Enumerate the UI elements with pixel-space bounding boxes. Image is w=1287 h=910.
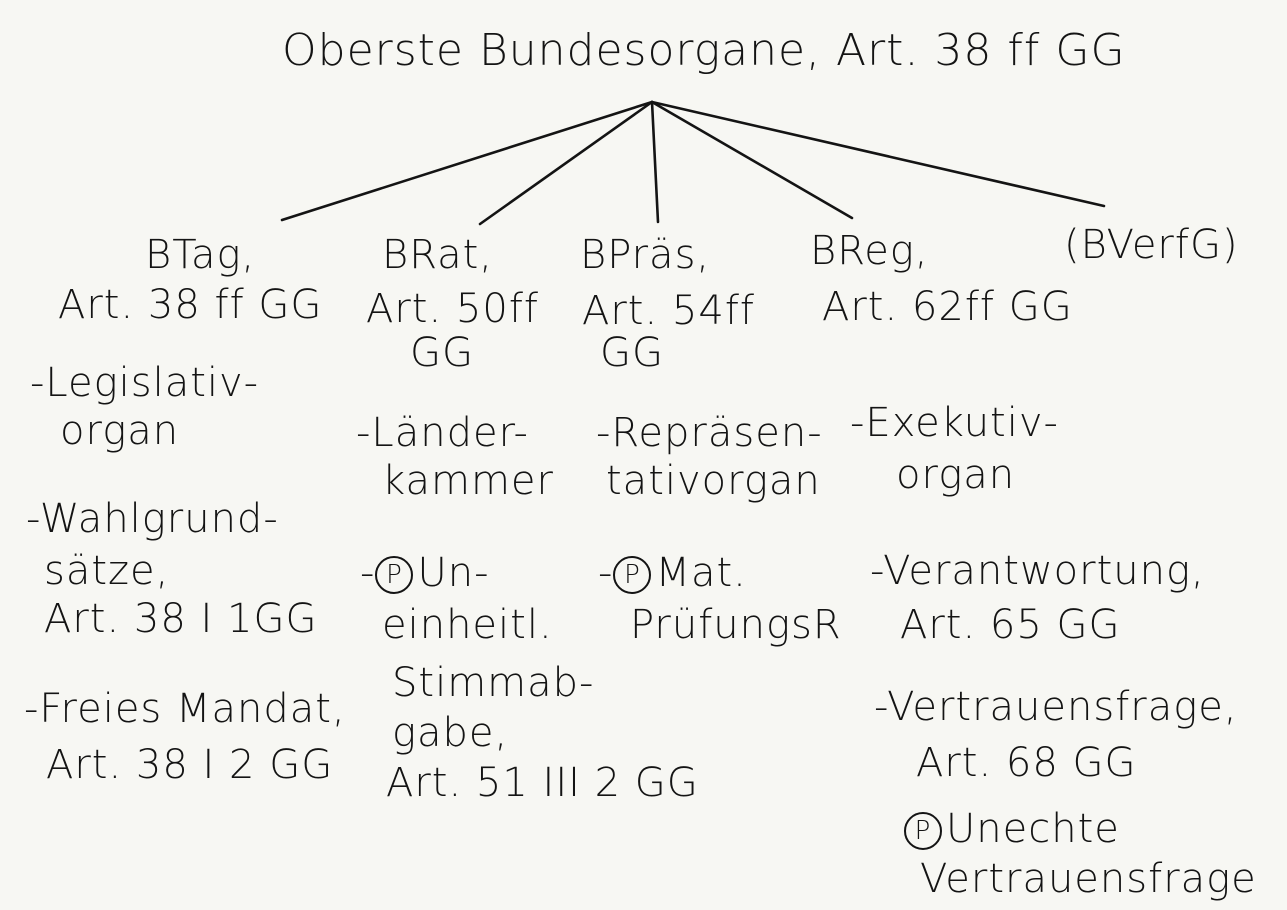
btag-item-3-line1: -Freies Mandat, [24, 686, 346, 732]
node-btag-head2: Art. 38 ff GG [58, 282, 323, 328]
bpraes-item-1-line1: -Repräsen- [596, 410, 823, 456]
node-breg-head2: Art. 62ff GG [822, 284, 1073, 330]
btag-item-2-line3: Art. 38 I 1GG [44, 596, 318, 642]
breg-item-4-line1: P Unechte [904, 806, 1120, 852]
bpraes-item-2-line2: PrüfungsR [630, 602, 842, 648]
node-bpraes-head3: GG [600, 330, 664, 376]
brat-item-1-line2: kammer [382, 458, 554, 504]
breg-item-3-line2: Art. 68 GG [916, 740, 1137, 786]
breg-item-4-line2: Vertrauensfrage [920, 856, 1257, 902]
breg-item-1-line2: organ [896, 452, 1016, 498]
connector-bverfg [652, 102, 1104, 206]
node-bverfg-head1: (BVerfG) [1064, 222, 1239, 268]
node-bpraes-head2: Art. 54ff [582, 288, 755, 334]
connector-btag [282, 102, 652, 220]
connector-bpraes [652, 102, 658, 222]
breg-item-2-line2: Art. 65 GG [900, 602, 1121, 648]
breg-item-1-line1: -Exekutiv- [850, 400, 1059, 446]
btag-item-2-line2: sätze, [44, 548, 170, 594]
problem-marker-icon: P [613, 556, 651, 594]
brat-item-2-line1: - P Un- [360, 550, 490, 596]
node-breg-head1: BReg, [810, 228, 929, 274]
node-brat-head2: Art. 50ff [366, 286, 539, 332]
node-btag-head1: BTag, [145, 232, 256, 278]
problem-marker-icon: P [375, 556, 413, 594]
brat-item-2-line2: einheitl. [382, 602, 553, 648]
breg-item-3-line1: -Vertrauensfrage, [874, 684, 1238, 730]
btag-item-1-line2: organ [60, 408, 180, 454]
brat-item-1-line1: -Länder- [356, 410, 529, 456]
breg-item-2-line1: -Verantwortung, [870, 548, 1205, 594]
connector-brat [480, 102, 652, 224]
brat-item-2-line3: Stimmab- [392, 660, 595, 706]
diagram-title: Oberste Bundesorgane, Art. 38 ff GG [282, 25, 1126, 76]
bpraes-item-1-line2: tativorgan [606, 458, 821, 504]
btag-item-2-line1: -Wahlgrund- [26, 496, 279, 542]
node-brat-head1: BRat, [382, 232, 494, 278]
connector-breg [652, 102, 852, 218]
node-bpraes-head1: BPräs, [580, 232, 711, 278]
brat-item-2-line5: Art. 51 III 2 GG [386, 760, 699, 806]
btag-item-1-line1: -Legislativ- [30, 360, 260, 406]
brat-item-2-line4: gabe, [392, 710, 509, 756]
bpraes-item-2-line1: - P Mat. [598, 550, 747, 596]
problem-marker-icon: P [904, 812, 942, 850]
node-brat-head3: GG [410, 330, 474, 376]
btag-item-3-line2: Art. 38 I 2 GG [46, 742, 334, 788]
